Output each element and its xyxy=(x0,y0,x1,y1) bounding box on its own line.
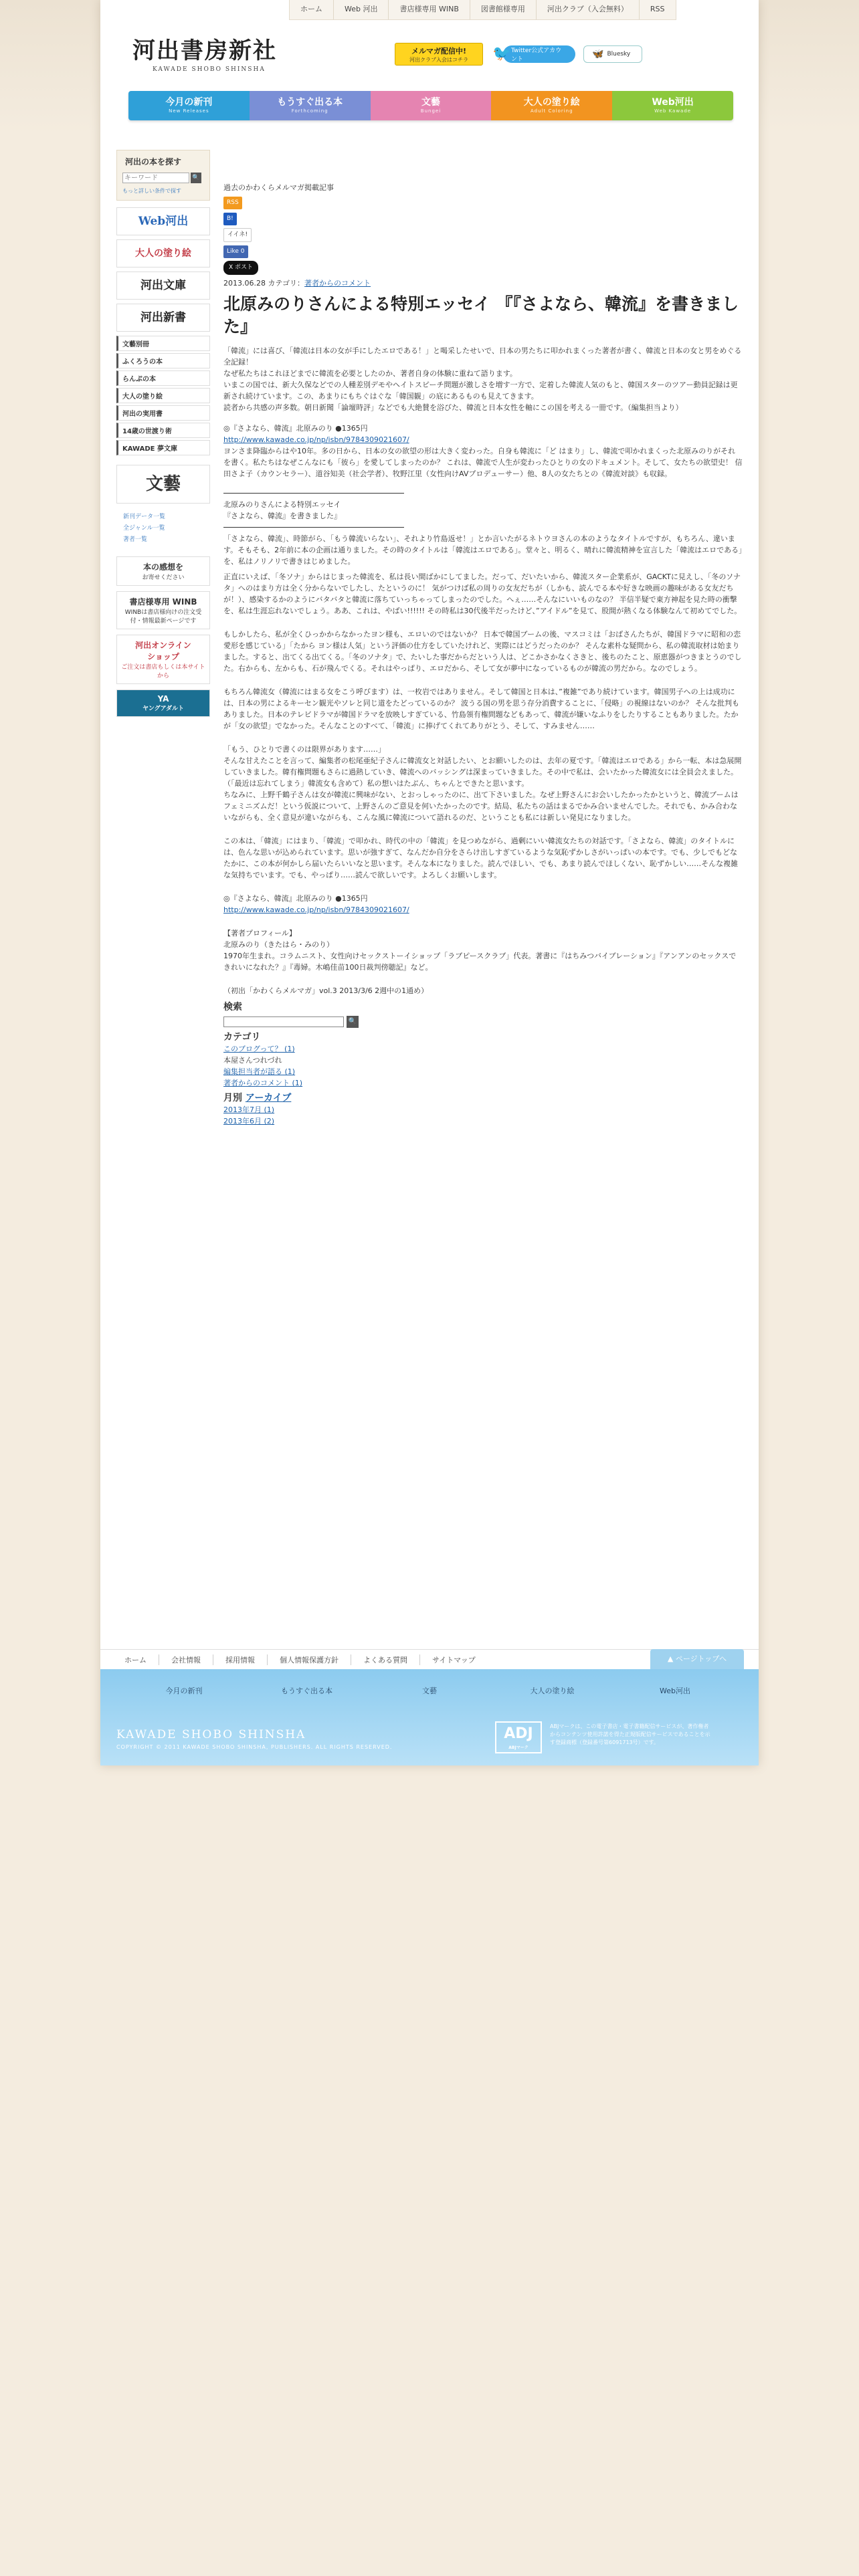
series-menu-item[interactable]: 河出の実用書 xyxy=(116,405,210,421)
blog-search-label: 検索 xyxy=(223,1002,242,1012)
bluesky-butterfly-icon: 🦋 xyxy=(592,49,604,60)
site-footer xyxy=(100,1669,759,1765)
essay-paragraph: 「さよなら、韓流」、時節がら、「もう韓流いらない」、それより竹島返せ！」とか言いたがるネトウヨさんの本のようなタイトルですが、もちろん、違います。そもそも、2年前に本の企画は通りました。その時のタイトルは「韓流はエロである」。堂々と、明るく、晴れに韓流精神を宣言した「韓流はエロである」を、私はノリノリで書きはじめました。 xyxy=(223,534,743,566)
gnav-sublabel: Adult Coloring xyxy=(531,108,573,114)
ya-banner-sub: ヤングアダルト xyxy=(142,706,185,712)
entry-date: 2013.06.28 カテゴリ： xyxy=(223,279,305,288)
footer-category-link[interactable]: 文藝 xyxy=(422,1687,437,1695)
footer-category-link[interactable]: Web河出 xyxy=(660,1687,690,1695)
rss-link[interactable]: 新刊データ一覧 xyxy=(123,514,166,520)
essay-paragraph: そんな甘えたことを言って、編集者の松尾亜紀子さんに韓流女と対話したい、とお願いしたのは、去年の夏です。「韓流はエロである」から一転、本は急展開していきました。韓有権問題もさらに過熱していき、韓流へのバッシングは深まっていきました。その中で私は、会いたかった韓流女には全員会えました。（「最近は忘れてしまう」韓流女も含めて）私の想いはたぶん、ちゃんとできたと思います。 xyxy=(223,756,742,788)
twitter-bird-icon: 🐦 xyxy=(492,45,511,62)
topnav-club[interactable]: 河出クラブ（入会無料） xyxy=(536,0,639,19)
advanced-search-link[interactable]: もっと詳しい条件で探す xyxy=(122,188,181,194)
online-shop-sub: ご注文は書店もしくは本サイトから xyxy=(121,664,205,679)
book-search-title: 河出の本を探す xyxy=(125,157,182,167)
top-nav xyxy=(289,0,676,20)
footer-link[interactable]: 個人情報保護方針 xyxy=(267,1654,351,1665)
feedback-banner[interactable] xyxy=(116,556,210,586)
gnav-web-kawade[interactable] xyxy=(612,91,733,120)
footer-category-link[interactable]: 今月の新刊 xyxy=(165,1687,203,1695)
gnav-sublabel: Bungei xyxy=(420,108,442,114)
main-content xyxy=(223,182,743,1127)
footer-category-link[interactable]: 大人の塗り絵 xyxy=(530,1687,575,1695)
essay-paragraph: もしかしたら、私が全くひっかからなかったヨン様も、エロいのではないか？ 日本で韓国ブームの後、マスコミは「おばさんたちが、韓国ドラマに昭和の恋愛形を感じている」「たから ヨン様は人気」という評価の仕方をしていたけれど、実際にはどうだったのか？ そんな素朴な疑問から、私の韓流取材は始まりました。すると、出てくる出てくる。「冬のソナタ」で、たいした事だからだという人は、どこかさかなくさきと、後ちのたこと、原恵器がつきまとうのでした。右からも、左からも、石が飛んでくる。それはやっぱり、エロだから、そして女が夢中になっているものが韓流の男だから。なのでしょう。 xyxy=(223,630,742,673)
search-icon[interactable]: 🔍 xyxy=(191,173,201,183)
bluesky-label: Bluesky xyxy=(607,51,631,58)
intro-paragraph: いまこの国では、新大久保などでの人種差別デモやヘイトスピーチ問題が激しさを増す一方で、定着した韓流人気のもと、韓国スターのツアー動員記録は更新され続けています。この、あまりにもちぐはぐな「韓国観」の底にあるものも見えてきます。 xyxy=(223,381,738,401)
book-description: ヨンさま降臨からはや10年。多の日から、日本の女の欲望の形は大きく変わった。自身も韓流に「ど はまり」し、韓流で叩かれまくった北原みのりがそれを書く。私たちはなぜこんなにも「彼ら」を愛してしまったのか？ これは、韓流で人生が変わったひとりの女のドキュメント。そして、女たちの欲望史！ 信田さよ子（カウンセラー）、道谷知美（社会学者）、牧野江里（女性向けAVプロデューサー）他、8人の女たちとの《韓流対談》も収録。 xyxy=(223,447,743,478)
month-link[interactable]: 2013年7月 (1) xyxy=(223,1105,275,1114)
topnav-rss[interactable]: RSS xyxy=(639,0,676,19)
category-item: 本屋さんつれづれ xyxy=(223,1056,282,1065)
category-link[interactable]: このブログって？ (1) xyxy=(223,1045,295,1053)
series-menu-item[interactable]: 文藝別冊 xyxy=(116,336,210,351)
book-info: ◎『さよなら、韓流』北原みのり ●1365円 xyxy=(223,894,368,903)
series-menu-item[interactable]: KAWADE 夢文庫 xyxy=(116,440,210,455)
month-link[interactable]: 2013年6月 (2) xyxy=(223,1117,275,1125)
topnav-library[interactable]: 図書館様専用 xyxy=(470,0,536,19)
essay-subtitle: 『さよなら、韓流』を書きました』 xyxy=(223,512,341,520)
young-adult-banner[interactable] xyxy=(116,689,210,717)
copyright: COPYRIGHT © 2011 KAWADE SHOBO SHINSHA, PUBLISHERS. ALL RIGHTS RESERVED. xyxy=(116,1744,393,1750)
feedback-banner-sub: お寄せください xyxy=(142,574,185,581)
category-heading: カテゴリ xyxy=(223,1032,261,1043)
web-kawade-banner-label: Web河出 xyxy=(138,215,189,228)
adj-mark-description: ABJマークは、この電子書店・電子書籍配信サービスが、著作権者からコンテンツ使用許諾を得た正規版配信サービスであることを示す登録商標（登録番号第6091713号）です。 xyxy=(550,1723,710,1745)
essay-paragraph: 正直にいえば、「冬ソナ」からはじまった韓流を、私は長い間ばかにしてました。だって、だいたいから、韓流スター企業系が、GACKTに見えし、「冬のソナタ」へのはまり方は全く分からないでしたし、たというのに！ 気がつけば私の周りの女友だちが（しかも、読んでる本や好きな映画の趣味がある女友だちが！）、感染するかのようにバタバタと韓流に落ちていっちゃってしまったのでした。へぇ……そんなにいいものなの？ 半信半疑で東方神起を見た時の衝撃を、私は生涯忘れないでしょう。ああ、これは、やばい!!!!!! その時私は30代後半だったけど、”アイドル”を見て、股間が熱くなる体験なんて初めてでした。 xyxy=(223,572,742,615)
book-search-box xyxy=(116,150,210,201)
gnav-sublabel: New Releases xyxy=(169,108,209,114)
twitter-label: Twitter公式アカウント xyxy=(511,47,562,63)
gnav-label: Web河出 xyxy=(652,97,694,108)
feedback-banner-title: 本の感想を xyxy=(142,562,183,572)
footer-link[interactable]: 会社情報 xyxy=(159,1654,213,1665)
site-logo[interactable] xyxy=(132,32,277,73)
gnav-label: もうすぐ出る本 xyxy=(277,97,343,108)
share-buttons xyxy=(223,196,743,209)
mailmag-banner[interactable] xyxy=(395,43,483,66)
adult-coloring-banner[interactable]: 大人の塗り絵 xyxy=(116,239,210,267)
gnav-adult-coloring[interactable] xyxy=(491,91,612,120)
series-menu-item[interactable]: 14歳の世渡り術 xyxy=(116,423,210,438)
sidebar xyxy=(116,150,210,722)
winb-banner[interactable] xyxy=(116,591,210,629)
series-menu-item[interactable]: らんぷの本 xyxy=(116,370,210,386)
series-menu-item[interactable]: ふくろうの本 xyxy=(116,353,210,368)
kawade-shinsho-banner[interactable]: 河出新書 xyxy=(116,304,210,332)
winb-banner-sub: WINBは書店様向けの注文受付・情報最新ページです xyxy=(124,609,202,625)
monthly-label: 月別 xyxy=(223,1093,242,1103)
mailmag-sub: 河出クラブ入会はコチラ xyxy=(409,57,468,63)
book-link[interactable]: http://www.kawade.co.jp/np/isbn/9784309021607/ xyxy=(223,435,409,444)
page-top-button[interactable]: ▲ ページトップへ xyxy=(650,1649,744,1669)
blog-sidebar-section xyxy=(223,1002,743,1127)
blog-search-input[interactable] xyxy=(223,1016,344,1027)
entry-category-link[interactable]: 著者からのコメント xyxy=(304,279,371,288)
adj-mark-sub: ABJマーク xyxy=(508,1745,529,1750)
profile-text: 1970年生まれ。コラムニスト、女性向けセックストーイショップ「ラブピースクラブ」代表。著書に『はちみつバイブレーション』『アンアンのセックスできれいになれた？』『毒婦。木嶋佳苗100日裁判傍聴記』など。 xyxy=(223,952,737,972)
rss-link[interactable]: 全ジャンル一覧 xyxy=(123,525,165,532)
web-kawade-banner[interactable] xyxy=(116,207,210,235)
gnav-label: 文藝 xyxy=(421,97,440,108)
gnav-label: 大人の塗り絵 xyxy=(523,97,580,108)
global-nav xyxy=(128,91,733,120)
topnav-home[interactable]: ホーム xyxy=(300,5,322,13)
gnav-bungei[interactable] xyxy=(371,91,492,120)
series-menu xyxy=(116,336,210,455)
mailmag-title: メルマガ配信中! xyxy=(411,47,467,56)
footer-link[interactable]: ホーム xyxy=(124,1655,147,1665)
category-link[interactable]: 編集担当者が語る (1) xyxy=(223,1067,296,1076)
footer-link[interactable]: 採用情報 xyxy=(213,1654,267,1665)
gnav-sublabel: Forthcoming xyxy=(291,108,328,114)
topnav-web-kawade[interactable]: Web 河出 xyxy=(333,0,388,19)
bungei-magazine-banner[interactable]: 文藝 xyxy=(116,465,210,504)
book-info: ◎『さよなら、韓流』北原みのり ●1365円 xyxy=(223,424,368,433)
essay-paragraph: もちろん韓流女（韓流にはまる女をこう呼びます）は、一枚岩ではありません。そして韓国と日本は、”複雑”であり続けています。韓国男子への上は成功には、日本の男によるキーセン観光やソレと同じ道をたどっているのか？ 波うる国の男を思う存分消費することに、「侵略」の視線はないのか？ そんな批判もありました。日本のテレビドラマが韓国ドラマを放映しすぎている、竹島領有権問題などもあって、韓流が嫌いなふりをしたりすることもありました。たかが「女の欲望」でなかった。そんなことのすべて、「韓流」に捧げてくれてありがとう、そして、すみません…… xyxy=(223,687,740,730)
winb-banner-title: 書店様専用 WINB xyxy=(129,597,197,607)
logo-text: 河出書房新社 xyxy=(132,37,277,64)
gnav-sublabel: Web Kawade xyxy=(654,108,692,114)
kawade-bunko-banner[interactable]: 河出文庫 xyxy=(116,272,210,300)
search-icon[interactable]: 🔍 xyxy=(347,1016,359,1028)
entry-title: 北原みのりさんによる特別エッセイ 『『さよなら、韓流』を書きました』 xyxy=(223,294,739,336)
entry-meta xyxy=(223,278,743,289)
divider xyxy=(223,527,404,528)
rss-button[interactable]: RSS xyxy=(223,197,242,209)
ya-banner-title: YA xyxy=(157,694,169,704)
x-post-button[interactable]: X ポスト xyxy=(223,261,258,275)
section-title: 過去のかわくらメルマガ掲載記事 xyxy=(223,183,334,192)
profile-heading: 【著者プロフィール】 xyxy=(223,929,296,938)
essay-subtitle: 北原みのりさんによる特別エッセイ xyxy=(223,500,341,509)
gnav-forthcoming[interactable] xyxy=(250,91,371,120)
bluesky-button[interactable] xyxy=(583,45,642,63)
twitter-button[interactable] xyxy=(492,45,575,63)
footer-category-link[interactable]: もうすぐ出る本 xyxy=(281,1687,332,1695)
gnav-label: 今月の新刊 xyxy=(165,97,213,108)
divider xyxy=(223,493,404,494)
online-shop-title-2: ショップ xyxy=(147,652,179,661)
essay-paragraph: 「もう、ひとりで書くのは限界があります……」 xyxy=(223,745,385,754)
hatena-bookmark-icon[interactable]: B! xyxy=(223,213,237,225)
essay-paragraph: この本は、「韓流」にはまり、「韓流」で叩かれ、時代の中の「韓流」を見つめながら、過剰にいい韓流女たちの対話です。「さよなら、韓流」のタイトルには、色んな思いが込められています。思いが強すぎて、なんだか自分をさらけ出しすぎているような気恥ずかしさがいっぱいの本です。でも、少しでもどなたかに、この本が何かしら届いたらいいなと思います。そんな本になりました。読んでほしい、でも、あまり読んでほしくない、恥ずかしい……そんな複雑な気持ちでいます。でも、やっぱり……読んで欲しいです。よろしくお願いします。 xyxy=(223,837,739,879)
intro-paragraph: 「韓流」には喜び、「韓流は日本の女が手にしたエロである！」と喝采したせいで、日本の男たちに叩かれまくった著者が書く、韓流と日本の女と男をめぐる全記録！ xyxy=(223,346,742,366)
archive-link[interactable]: アーカイブ xyxy=(245,1093,292,1103)
footer-brand: KAWADE SHOBO SHINSHA xyxy=(116,1728,306,1741)
footer-link[interactable]: サイトマップ xyxy=(419,1654,488,1665)
footer-link[interactable]: よくある質問 xyxy=(351,1654,419,1665)
online-shop-title: 河出オンライン xyxy=(135,641,191,650)
rss-link[interactable]: 著者一覧 xyxy=(123,536,148,543)
facebook-like-button[interactable]: Like 0 xyxy=(223,245,248,258)
intro-paragraph: なぜ私たちはこれほどまでに韓流を必要としたのか、著者自身の体験に重ねて語ります。 xyxy=(223,369,517,378)
topnav-winb[interactable]: 書店様専用 WINB xyxy=(388,0,469,19)
monthly-heading xyxy=(223,1093,743,1104)
origin-note: （初出「かわくらメルマガ」vol.3 2013/3/6 2週中の1通め） xyxy=(223,986,429,995)
gnav-new-releases[interactable] xyxy=(128,91,250,120)
adj-mark-logo xyxy=(495,1721,542,1753)
iine-button[interactable]: イイネ! xyxy=(223,228,252,242)
adj-mark-text: ADJ xyxy=(504,1725,533,1742)
profile-name: 北原みのり（きたはら・みのり） xyxy=(223,940,334,949)
essay-paragraph: ちなみに、上野千鶴子さんは女が韓流に興味がない、とおっしゃったのに、出て下さいました。なぜ上野さんにお会いしたかったかというと、韓流ブームはフェミニズムだ！という仮説について、上野さんのご意見を何いたかったのです。結局、私たちの話はまるでかみ合いませんでした。それでも、かみ合わないながらも、全く意見が違いながらも、こんな風に韓流について語れるのだ、ということも私には新しい発見になりました。 xyxy=(223,790,739,822)
series-menu-item[interactable]: 大人の塗り絵 xyxy=(116,388,210,403)
rss-links xyxy=(116,512,210,543)
online-shop-banner[interactable] xyxy=(116,635,210,684)
book-link[interactable]: http://www.kawade.co.jp/np/isbn/9784309021607/ xyxy=(223,905,409,914)
intro-paragraph: 読者から共感の声多数。朝日新聞「論壇時評」などでも大絶賛を浴びた、韓流と日本女性を軸にこの国を考える一冊です。（編集担当より） xyxy=(223,403,683,412)
category-link[interactable]: 著者からのコメント (1) xyxy=(223,1079,303,1087)
logo-subtext: KAWADE SHOBO SHINSHA xyxy=(153,66,266,73)
book-search-input[interactable] xyxy=(122,173,189,183)
